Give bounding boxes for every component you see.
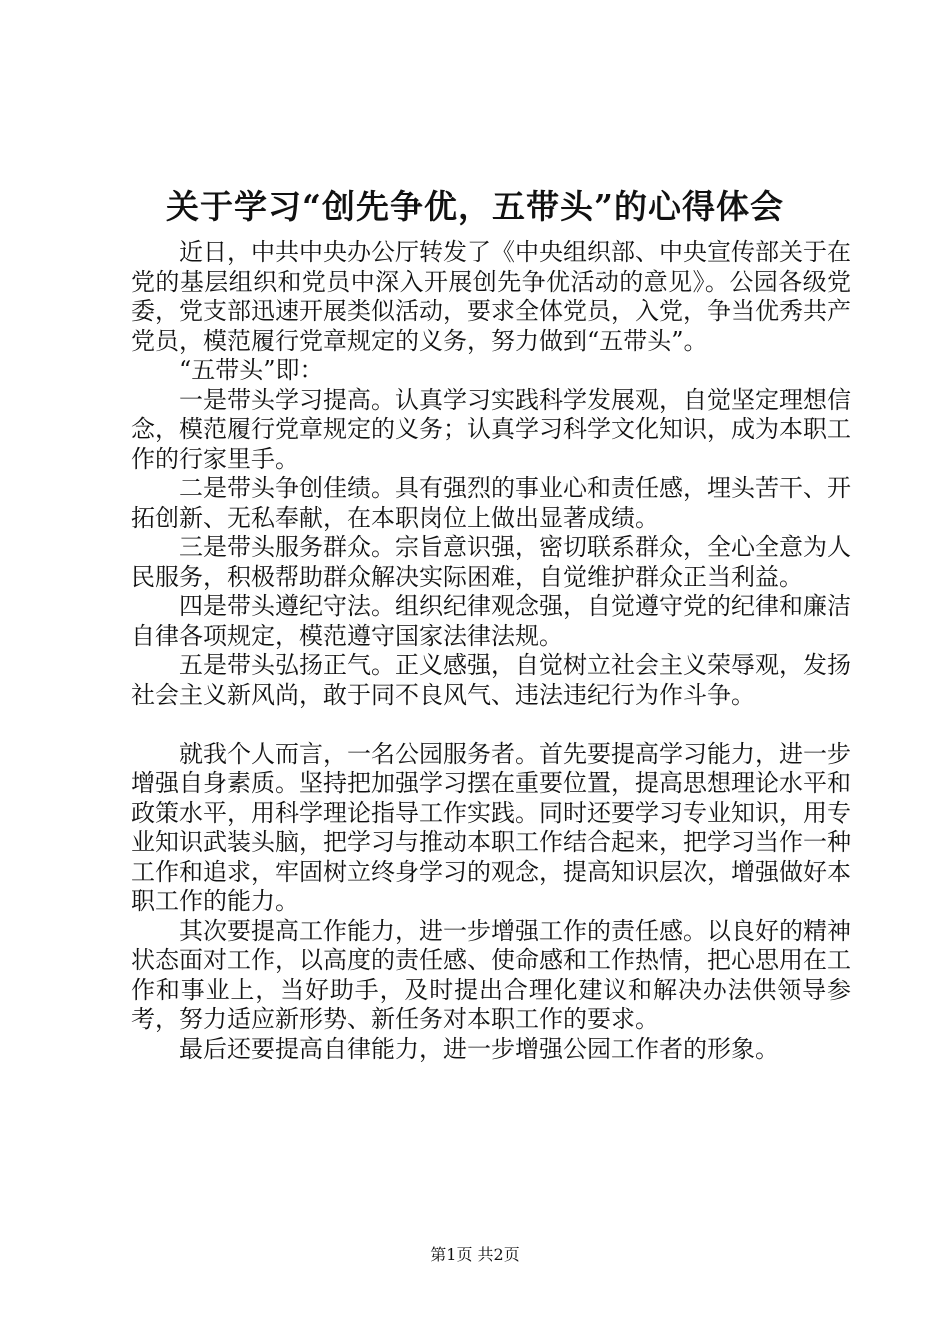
document-body bbox=[131, 238, 851, 1064]
paragraph-personal-third: 最后还要提高自律能力，进一步增强公园工作者的形象。 bbox=[179, 1034, 779, 1063]
paragraph-lead-three: 三是带头服务群众。宗旨意识强，密切联系群众，全心全意为人民服务，积极帮助群众解决实际困难，自觉维护群众正当利益。 bbox=[131, 533, 851, 591]
paragraph-lead-four: 四是带头遵纪守法。组织纪律观念强，自觉遵守党的纪律和廉洁自律各项规定，模范遵守国家法律法规。 bbox=[131, 592, 851, 650]
paragraph-personal-second: 其次要提高工作能力，进一步增强工作的责任感。以良好的精神状态面对工作，以高度的责任感、使命感和工作热情，把心思用在工作和事业上，当好助手，及时提出合理化建议和解决办法供领导参考，努力适应新形势、新任务对本职工作的要求。 bbox=[131, 916, 851, 1033]
page-number-footer: 第1页 共2页 bbox=[430, 1245, 520, 1264]
paragraph-lead-five: 五是带头弘扬正气。正义感强，自觉树立社会主义荣辱观，发扬社会主义新风尚，敢于同不良风气、违法违纪行为作斗争。 bbox=[131, 651, 851, 709]
paragraph-personal-first: 就我个人而言，一名公园服务者。首先要提高学习能力，进一步增强自身素质。坚持把加强学习摆在重要位置，提高思想理论水平和政策水平，用科学理论指导工作实践。同时还要学习专业知识，用专业知识武装头脑，把学习与推动本职工作结合起来，把学习当作一种工作和追求，牢固树立终身学习的观念，提高知识层次，增强做好本职工作的能力。 bbox=[131, 739, 851, 915]
paragraph-lead-two: 二是带头争创佳绩。具有强烈的事业心和责任感，埋头苦干、开拓创新、无私奉献，在本职岗位上做出显著成绩。 bbox=[131, 474, 851, 532]
paragraph-lead-one: 一是带头学习提高。认真学习实践科学发展观，自觉坚定理想信念，模范履行党章规定的义务；认真学习科学文化知识，成为本职工作的行家里手。 bbox=[131, 385, 851, 473]
paragraph-five-leads-heading: “五带头”即： bbox=[179, 356, 324, 384]
paragraph-intro: 近日，中共中央办公厅转发了《中央组织部、中央宣传部关于在党的基层组织和党员中深入开展创先争优活动的意见》。公园各级党委，党支部迅速开展类似活动，要求全体党员，入党，争当优秀共产党员，模范履行党章规定的义务，努力做到“五带头”。 bbox=[131, 238, 851, 355]
document-title: 关于学习“创先争优，五带头”的心得体会 bbox=[166, 187, 784, 226]
